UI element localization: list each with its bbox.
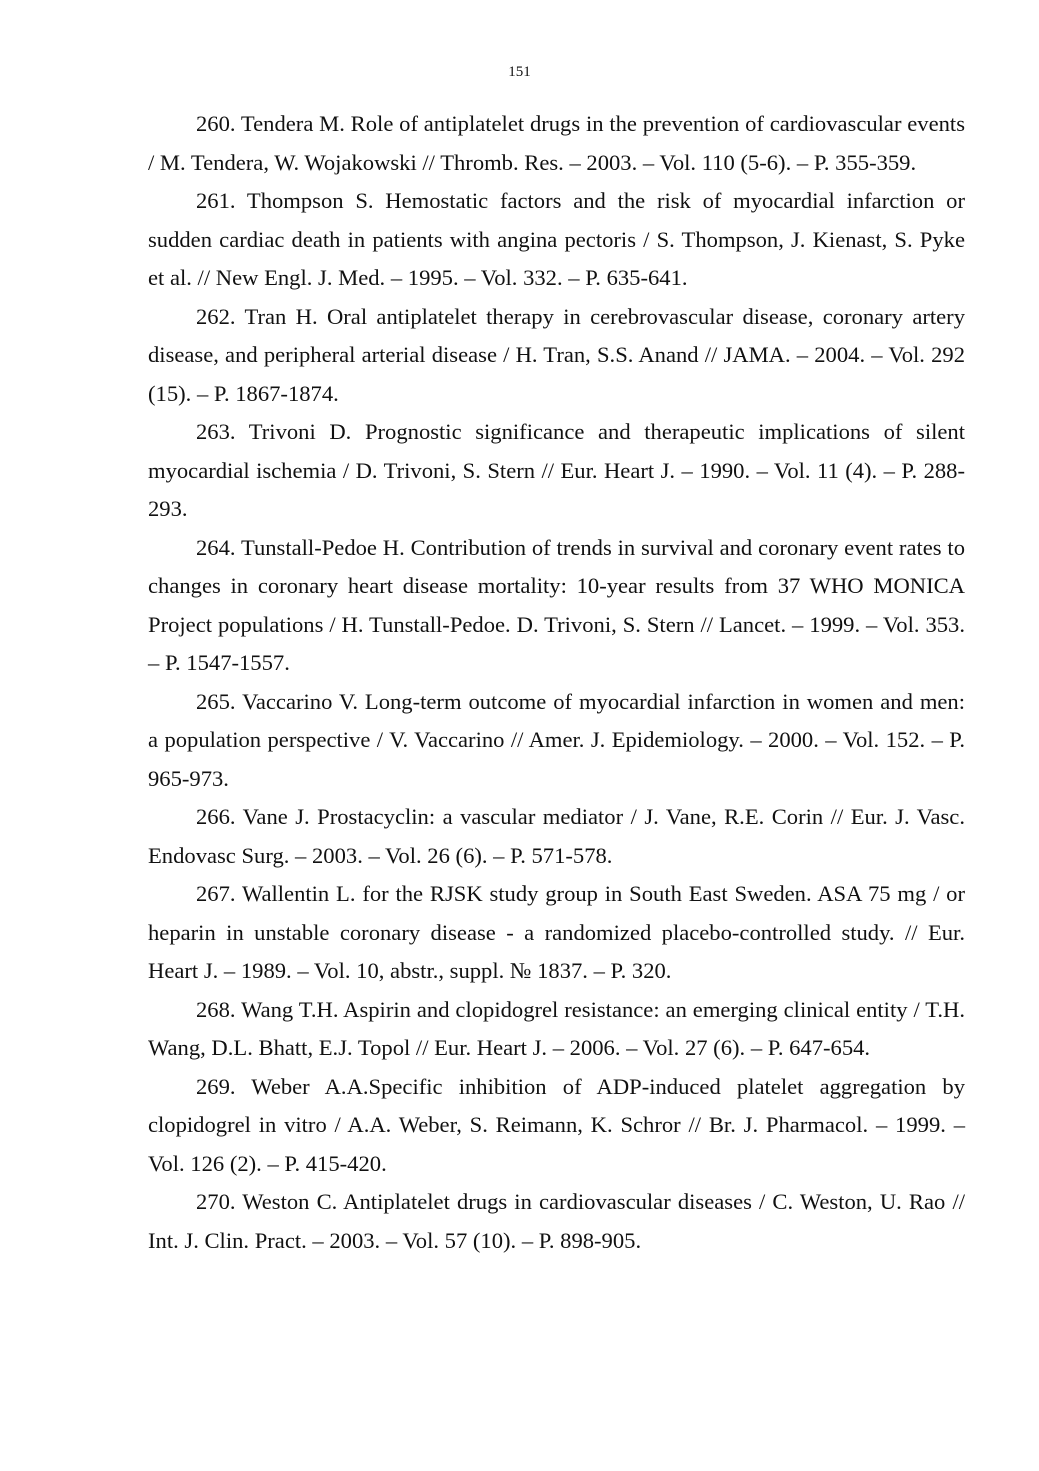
reference-265: 265. Vaccarino V. Long-term outcome of myocardial infarction in women and men: a population perspective / V. Vaccarino // Amer. J. Epidemiology. – 2000. – Vol. 152. – P. 965-973.	[148, 688, 965, 791]
reference-260: 260. Tendera M. Role of antiplatelet drugs in the prevention of cardiovascular events / M. Tendera, W. Wojakowski // Thromb. Res. – 2003. – Vol. 110 (5-6). – P. 355-359.	[148, 111, 965, 175]
reference-269: 269. Weber A.A.Specific inhibition of ADP-induced platelet aggregation by clopidogrel in vitro / A.A. Weber, S. Reimann, K. Schror // Br. J. Pharmacol. – 1999. – Vol. 126 (2). – P. 415-420.	[148, 1073, 965, 1176]
reference-268: 268. Wang T.H. Aspirin and clopidogrel resistance: an emerging clinical entity / T.H. Wang, D.L. Bhatt, E.J. Topol // Eur. Heart J. – 2006. – Vol. 27 (6). – P. 647-654.	[148, 996, 965, 1060]
reference-264: 264. Tunstall-Pedoe H. Contribution of trends in survival and coronary event rates to changes in coronary heart disease mortality: 10-year results from 37 WHO MONICA Project populations / H. Tunstall-Pedoe. D. Trivoni, S. Stern // Lancet. – 1999. – Vol. 353. – P. 1547-1557.	[148, 534, 965, 675]
page-number: 151	[508, 64, 531, 80]
reference-267: 267. Wallentin L. for the RJSK study group in South East Sweden. ASA 75 mg / or heparin in unstable coronary disease - a randomized placebo-controlled study. // Eur. Heart J. – 1989. – Vol. 10, abstr., suppl. № 1837. – P. 320.	[148, 881, 965, 983]
reference-266: 266. Vane J. Prostacyclin: a vascular mediator / J. Vane, R.E. Corin // Eur. J. Vasc. Endovasc Surg. – 2003. – Vol. 26 (6). – P. 571-578.	[148, 804, 965, 868]
reference-261: 261. Thompson S. Hemostatic factors and the risk of myocardial infarction or sudden cardiac death in patients with angina pectoris / S. Thompson, J. Kienast, S. Pyke et al. // New Engl. J. Med. – 1995. – Vol. 332. – P. 635-641.	[148, 188, 965, 290]
reference-list	[148, 105, 965, 1260]
reference-263: 263. Trivoni D. Prognostic significance and therapeutic implications of silent myocardial ischemia / D. Trivoni, S. Stern // Eur. Heart J. – 1990. – Vol. 11 (4). – P. 288-293.	[148, 419, 965, 521]
reference-270: 270. Weston C. Antiplatelet drugs in cardiovascular diseases / C. Weston, U. Rao // Int. J. Clin. Pract. – 2003. – Vol. 57 (10). – P. 898-905.	[148, 1189, 965, 1253]
reference-262: 262. Tran H. Oral antiplatelet therapy in cerebrovascular disease, coronary artery disease, and peripheral arterial disease / H. Tran, S.S. Anand // JAMA. – 2004. – Vol. 292 (15). – P. 1867-1874.	[148, 303, 965, 406]
